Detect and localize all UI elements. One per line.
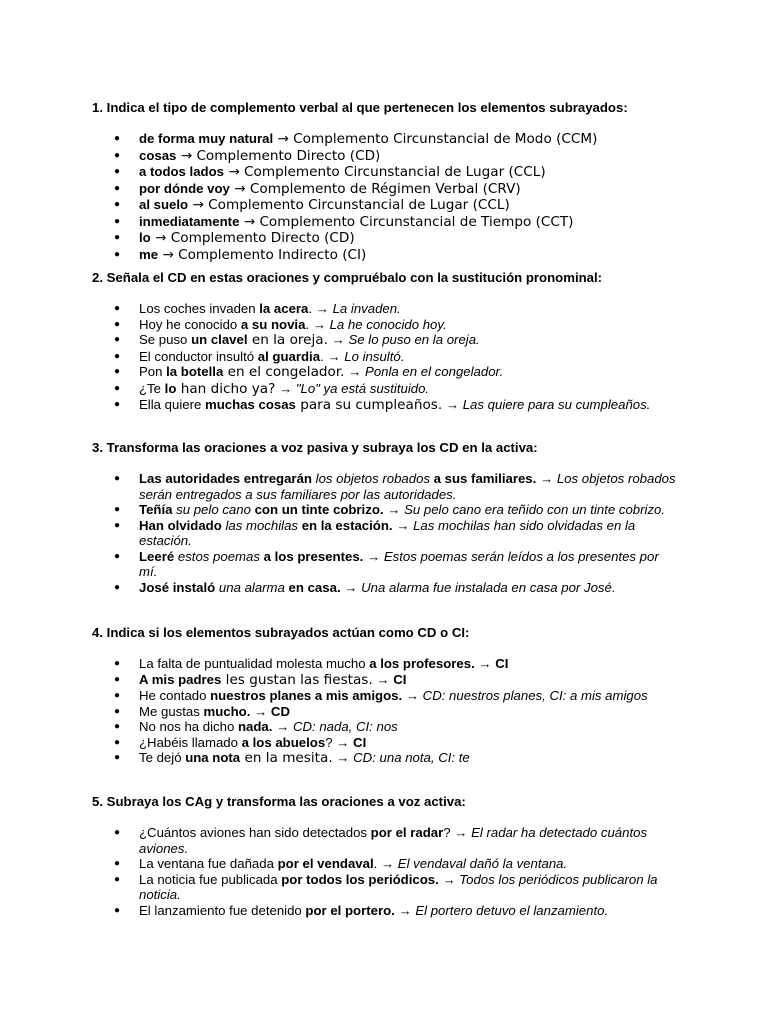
text-segment: → [372, 671, 394, 687]
text-segment: Pon [139, 364, 167, 379]
text-segment: un clavel [191, 332, 248, 347]
text-segment: → Complemento de Régimen Verbal (CRV) [229, 180, 521, 197]
exercise-1 [92, 100, 692, 263]
text-segment: Los coches invaden [139, 301, 260, 316]
text-segment: → [344, 364, 366, 379]
text-segment: CI [393, 671, 407, 687]
list-item [92, 214, 679, 231]
text-segment: Ponla en el congelador. [365, 364, 504, 379]
list-item [92, 148, 679, 165]
text-segment: → Complemento Indirecto (CI) [158, 246, 367, 263]
exercise-heading: 3. Transforma las oraciones a voz pasiva y subraya los CD en la activa: [92, 440, 538, 455]
text-segment: Lo insultó. [344, 348, 405, 364]
list-item [92, 580, 679, 596]
text-segment: → [327, 332, 349, 347]
text-segment: Han olvidado [139, 517, 222, 533]
exercise-heading: 1. Indica el tipo de complemento verbal al que pertenecen los elementos subrayados: [92, 100, 628, 115]
list-item [92, 719, 679, 735]
answer-list [92, 656, 692, 767]
text-segment: estos poemas [174, 548, 264, 564]
list-item [92, 197, 679, 214]
text-segment: cosas [139, 147, 177, 163]
text-segment: al guardia [257, 348, 321, 364]
text-segment: → Complemento Circunstancial de Tiempo (CCT) [239, 213, 574, 230]
list-item [92, 131, 679, 148]
text-segment: La invaden. [332, 301, 401, 316]
text-segment: . → [320, 348, 345, 364]
text-segment: por todos los periódicos. [281, 871, 439, 887]
text-segment: lo [164, 380, 177, 396]
exercise-heading: 5. Subraya los CAg y transforma las oraciones a voz activa: [92, 794, 466, 809]
text-segment: a los abuelos [241, 734, 326, 750]
list-item [92, 230, 679, 247]
text-segment: Los objetos robados serán entregados a sus familiares por las autoridades. [139, 471, 676, 502]
text-segment: → [363, 548, 384, 564]
answer-list [92, 471, 692, 595]
text-segment: Teñía [139, 502, 173, 517]
text-segment: a los presentes. [263, 548, 364, 564]
text-segment: a su novia [240, 316, 306, 332]
text-segment: Las autoridades entregarán [139, 471, 312, 486]
text-segment: Ella quiere [139, 397, 205, 412]
text-segment: nada. [237, 719, 273, 734]
text-segment: la botella [166, 364, 224, 379]
text-segment: a todos lados [139, 164, 224, 179]
text-segment: de forma muy natural [139, 131, 274, 146]
text-segment: Estos poemas serán leídos a los presentes por mí. [139, 548, 659, 579]
list-item [92, 381, 679, 398]
text-segment: mucho. [203, 703, 251, 719]
list-item [92, 872, 679, 903]
list-item [92, 735, 679, 751]
text-segment: → [272, 719, 293, 734]
text-segment: Todos los periódicos publicaron la noticia. [139, 871, 658, 902]
text-segment: A mis padres [139, 671, 222, 687]
exercise-2 [92, 270, 692, 414]
list-item [92, 656, 679, 672]
text-segment: CI [495, 656, 509, 671]
text-segment: en la oreja. [247, 332, 328, 348]
list-item [92, 549, 679, 580]
exercise-3 [92, 440, 692, 595]
text-segment: ¿Habéis llamado [139, 734, 242, 750]
text-segment: → [392, 517, 414, 533]
text-segment: . → [305, 316, 330, 332]
text-segment: . → [308, 301, 333, 316]
text-segment: → [332, 750, 354, 765]
text-segment: Se puso [139, 332, 192, 347]
text-segment: No nos ha dicho [139, 719, 238, 734]
text-segment: CD: nuestros planes, CI: a mis amigos [422, 688, 648, 703]
text-segment: CD: nada, CI: nos [292, 719, 398, 734]
text-segment: → Complemento Circunstancial de Lugar (CCL) [188, 197, 510, 213]
text-segment: → Complemento Circunstancial de Modo (CCM) [273, 131, 598, 147]
text-segment: les gustan las fiestas. [221, 671, 373, 688]
text-segment: Se lo puso en la oreja. [348, 332, 480, 347]
text-segment: en la mesita. [240, 750, 333, 766]
list-item [92, 332, 679, 349]
exercise-4 [92, 625, 692, 767]
text-segment: por dónde voy [139, 180, 230, 196]
text-segment: Me gustas [139, 703, 204, 719]
answer-list [92, 301, 692, 414]
text-segment: La falta de puntualidad molesta mucho [139, 656, 370, 671]
exercise-heading: 2. Señala el CD en estas oraciones y compruébalo con la sustitución pronominal: [92, 270, 603, 285]
answer-list [92, 131, 692, 263]
list-item [92, 317, 679, 333]
list-item [92, 181, 679, 198]
text-segment: ¿Te [139, 380, 165, 396]
text-segment: La he conocido hoy. [329, 316, 447, 332]
text-segment: → Complemento Directo (CD) [150, 230, 355, 246]
list-item [92, 349, 679, 365]
text-segment: . → [373, 856, 398, 871]
text-segment: muchas cosas [204, 397, 296, 412]
text-segment: → [536, 471, 557, 486]
text-segment: la acera [259, 301, 309, 316]
text-segment: con un tinte cobrizo. [254, 502, 384, 517]
text-segment: CD: una nota, CI: te [353, 750, 470, 765]
text-segment: han dicho ya? [176, 380, 276, 397]
text-segment: al suelo [139, 197, 189, 212]
text-segment: por el portero. [305, 902, 395, 918]
text-segment: He contado [139, 688, 211, 703]
text-segment: El conductor insultó [139, 348, 258, 364]
text-segment: → [442, 397, 463, 412]
text-segment: por el radar [370, 825, 444, 840]
text-segment: para su cumpleaños. [295, 397, 443, 413]
text-segment: a sus familiares. [433, 471, 537, 486]
text-segment: → [383, 502, 405, 517]
text-segment: por el vendaval [277, 856, 374, 871]
text-segment: → [340, 579, 362, 595]
text-segment: El lanzamiento fue detenido [139, 902, 306, 918]
answer-list [92, 825, 692, 918]
text-segment: CI [353, 734, 367, 750]
text-segment: nuestros planes a mis amigos. [210, 688, 403, 703]
text-segment: en la estación. [301, 517, 393, 533]
text-segment: su pelo cano [172, 502, 255, 517]
list-item [92, 903, 679, 919]
text-segment: una nota [185, 750, 241, 765]
text-segment: inmediatamente [139, 213, 240, 229]
exercise-5 [92, 794, 692, 918]
text-segment: Hoy he conocido [139, 316, 241, 332]
text-segment: CD [270, 703, 290, 719]
list-item [92, 502, 679, 518]
list-item [92, 518, 679, 549]
list-item [92, 471, 679, 502]
text-segment: ? → [325, 734, 354, 750]
text-segment: → [438, 871, 460, 887]
text-segment: El vendaval dañó la ventana. [397, 856, 568, 871]
text-segment: La ventana fue dañada [139, 856, 278, 871]
text-segment: Las mochilas han sido olvidadas en la estación. [139, 517, 636, 548]
text-segment: las mochilas [221, 517, 302, 533]
text-segment: El radar ha detectado cuántos aviones. [139, 825, 648, 856]
list-item [92, 825, 679, 856]
text-segment: Leeré [139, 548, 175, 564]
text-segment: → Complemento Directo (CD) [176, 147, 381, 164]
list-item [92, 672, 679, 689]
list-item [92, 704, 679, 720]
text-segment: → [402, 688, 423, 703]
text-segment: → [275, 380, 296, 396]
list-item [92, 750, 679, 767]
text-segment: a los profesores. [369, 656, 475, 671]
text-segment: Su pelo cano era teñido con un tinte cobrizo. [404, 502, 666, 517]
text-segment: La noticia fue publicada [139, 871, 282, 887]
list-item [92, 164, 679, 181]
text-segment: me [139, 246, 159, 262]
text-segment: lo [139, 230, 151, 245]
list-item [92, 856, 679, 872]
text-segment: El portero detuvo el lanzamiento. [415, 902, 609, 918]
text-segment: en casa. [288, 579, 341, 595]
text-segment: → [474, 656, 496, 671]
exercise-heading: 4. Indica si los elementos subrayados actúan como CD o CI: [92, 625, 470, 640]
text-segment: en el congelador. [223, 364, 345, 380]
list-item [92, 397, 679, 414]
text-segment: una alarma [215, 579, 289, 595]
text-segment: ? → [443, 825, 472, 840]
list-item [92, 688, 679, 704]
list-item [92, 364, 679, 381]
text-segment: Te dejó [139, 750, 186, 765]
list-item [92, 247, 679, 264]
text-segment: → [394, 902, 416, 918]
list-item [92, 301, 679, 317]
text-segment: → Complemento Circunstancial de Lugar (CCL) [224, 164, 546, 180]
text-segment: Las quiere para su cumpleaños. [462, 397, 651, 412]
text-segment: José instaló [139, 579, 216, 595]
text-segment: "Lo" ya está sustituido. [295, 380, 430, 396]
text-segment: ¿Cuántos aviones han sido detectados [139, 825, 371, 840]
text-segment: Una alarma fue instalada en casa por José. [361, 579, 616, 595]
text-segment: los objetos robados [311, 471, 434, 486]
text-segment: → [250, 703, 271, 719]
